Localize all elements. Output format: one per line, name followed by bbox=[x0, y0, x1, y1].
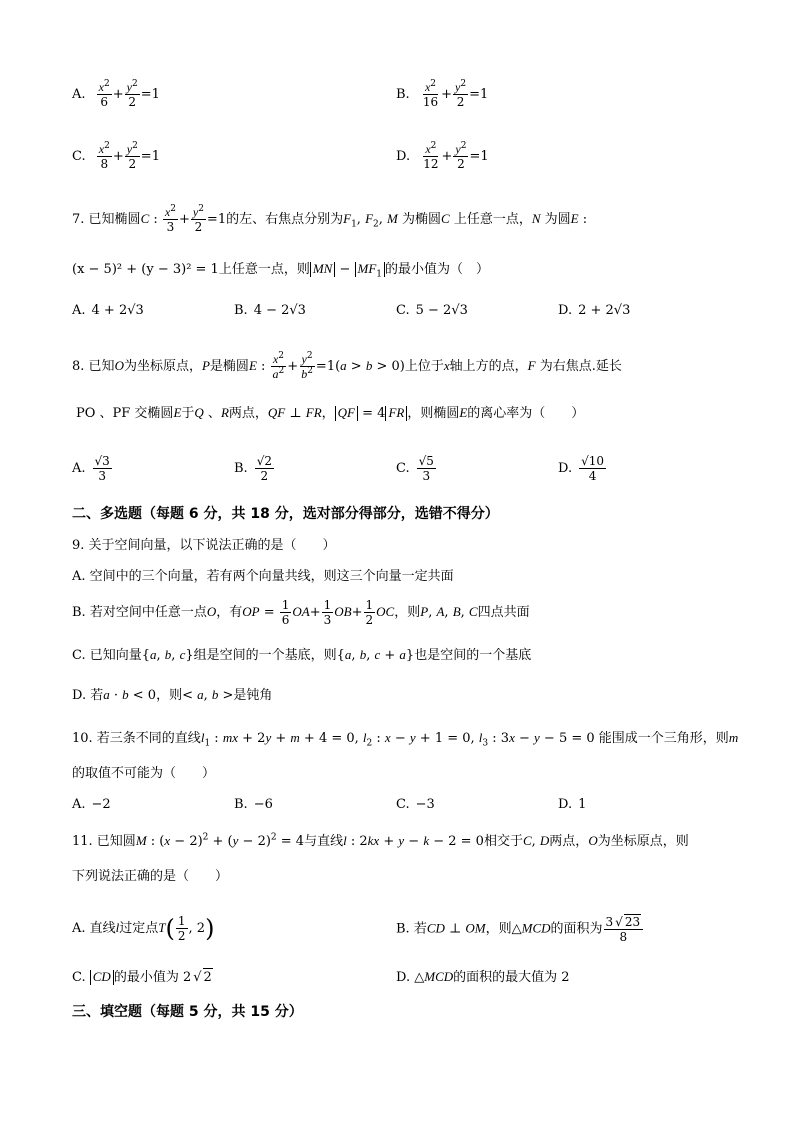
q9-stem: 9. 关于空间向量，以下说法正确的是（ ） bbox=[72, 538, 336, 553]
q9-option-b: B. 若对空间中任意一点O，有OP = $\frac{1}{6}$ OA+ $\frac{1}{3}$ OB+ $\frac{1}{2}$ OC，则P, A, B, C四点共面 bbox=[72, 598, 530, 627]
q11-stem-line1: 11. 已知圆M : $(x - 2)^2 + (y - 2)^2 = 4$与直线l : 2kx + y − k − 2 = 0相交于C, D两点，O为坐标原点，则 bbox=[72, 832, 689, 849]
q11-option-d: D. △MCD的面积的最大值为 2 bbox=[396, 969, 570, 985]
q7-stem-line2: (x − 5)² + (y − 3)² = 1上任意一点，则 MN − $MF_1$ 的最小值为（ ） bbox=[72, 261, 490, 280]
q10-option-a: A. −2 bbox=[72, 797, 111, 812]
q7-option-c: C. 5 − 2√3 bbox=[396, 303, 468, 318]
q7-option-a: A. 4 + 2√3 bbox=[72, 303, 144, 318]
q6-option-a: A. $\frac{x^2}{6}$ + $\frac{y^2}{2}$ =1 bbox=[72, 79, 160, 109]
q10-option-d: D. 1 bbox=[558, 797, 587, 812]
section-heading-multiple-choice: 二、多选题（每题 6 分，共 18 分，选对部分得部分，选错不得分） bbox=[72, 506, 499, 522]
q10-stem-line2: 的取值不可能为（ ） bbox=[72, 766, 216, 781]
q7-option-b: B. 4 − 2√3 bbox=[234, 303, 306, 318]
q6-option-b: B. $\frac{x^2}{16}$ + $\frac{y^2}{2}$ =1 bbox=[396, 79, 489, 109]
q8-option-b: B. $\frac{√2}{2}$ bbox=[234, 454, 272, 483]
q11-stem-line2: 下列说法正确的是（ ） bbox=[72, 869, 229, 884]
q11-option-b: B. 若CD ⊥ OM，则△MCD的面积为 $\frac{3 √ 23}{8}$ bbox=[396, 914, 644, 944]
q11-option-c: C. CD 的最小值为 2 √ 2 bbox=[72, 969, 212, 985]
q7-stem-line1: 7. 已知椭圆C : $\frac{x^2}{3}$ + $\frac{y^2}{2}$ =1的左、右焦点分别为$F_1$, $F_2$, M 为椭圆C 上任意一点，N 为圆E : bbox=[72, 204, 588, 234]
section-heading-fill-in: 三、填空题（每题 5 分，共 15 分） bbox=[72, 1004, 303, 1020]
q6-option-c: C. $\frac{x^2}{8}$ + $\frac{y^2}{2}$ =1 bbox=[72, 141, 160, 171]
q8-option-d: D. $\frac{√10}{4}$ bbox=[558, 454, 605, 483]
q8-stem-line2: PO 、PF 交椭圆E于Q 、R两点，QF ⊥ FR， QF = 4 FR ，则椭圆E的离心率为（ ） bbox=[76, 405, 585, 421]
q8-option-a: A. $\frac{√3}{3}$ bbox=[72, 454, 110, 483]
q10-option-c: C. −3 bbox=[396, 797, 435, 812]
q10-option-b: B. −6 bbox=[234, 797, 273, 812]
q10-stem-line1: 10. 若三条不同的直线$l_1$ : mx + 2y + m + 4 = 0, $l_2$ : x − y + 1 = 0, $l_3$ : 3x − y − 5 = 0 能围成一个三角形，则m bbox=[72, 730, 739, 749]
q7-option-d: D. 2 + 2√3 bbox=[558, 303, 631, 318]
q11-option-a: A. 直线l过定点T( $\frac{1}{2}$ , 2) bbox=[72, 914, 215, 943]
q6-option-d: D. $\frac{x^2}{12}$ + $\frac{y^2}{2}$ =1 bbox=[396, 141, 489, 171]
q9-option-d: D. 若a · b < 0，则< a, b >是钝角 bbox=[72, 687, 273, 703]
q9-option-a: A. 空间中的三个向量，若有两个向量共线，则这三个向量一定共面 bbox=[72, 569, 454, 584]
q8-stem-line1: 8. 已知O为坐标原点，P是椭圆E : $\frac{x^2}{a^2}$ + $\frac{y^2}{b^2}$ =1(a > b > 0)上位于x轴上方的点，F 为右焦点.延长 bbox=[72, 351, 622, 381]
q9-option-c: C. 已知向量{a, b, c}组是空间的一个基底，则{a, b, c + a}也是空间的一个基底 bbox=[72, 647, 532, 663]
q8-option-c: C. $\frac{√5}{3}$ bbox=[396, 454, 434, 483]
